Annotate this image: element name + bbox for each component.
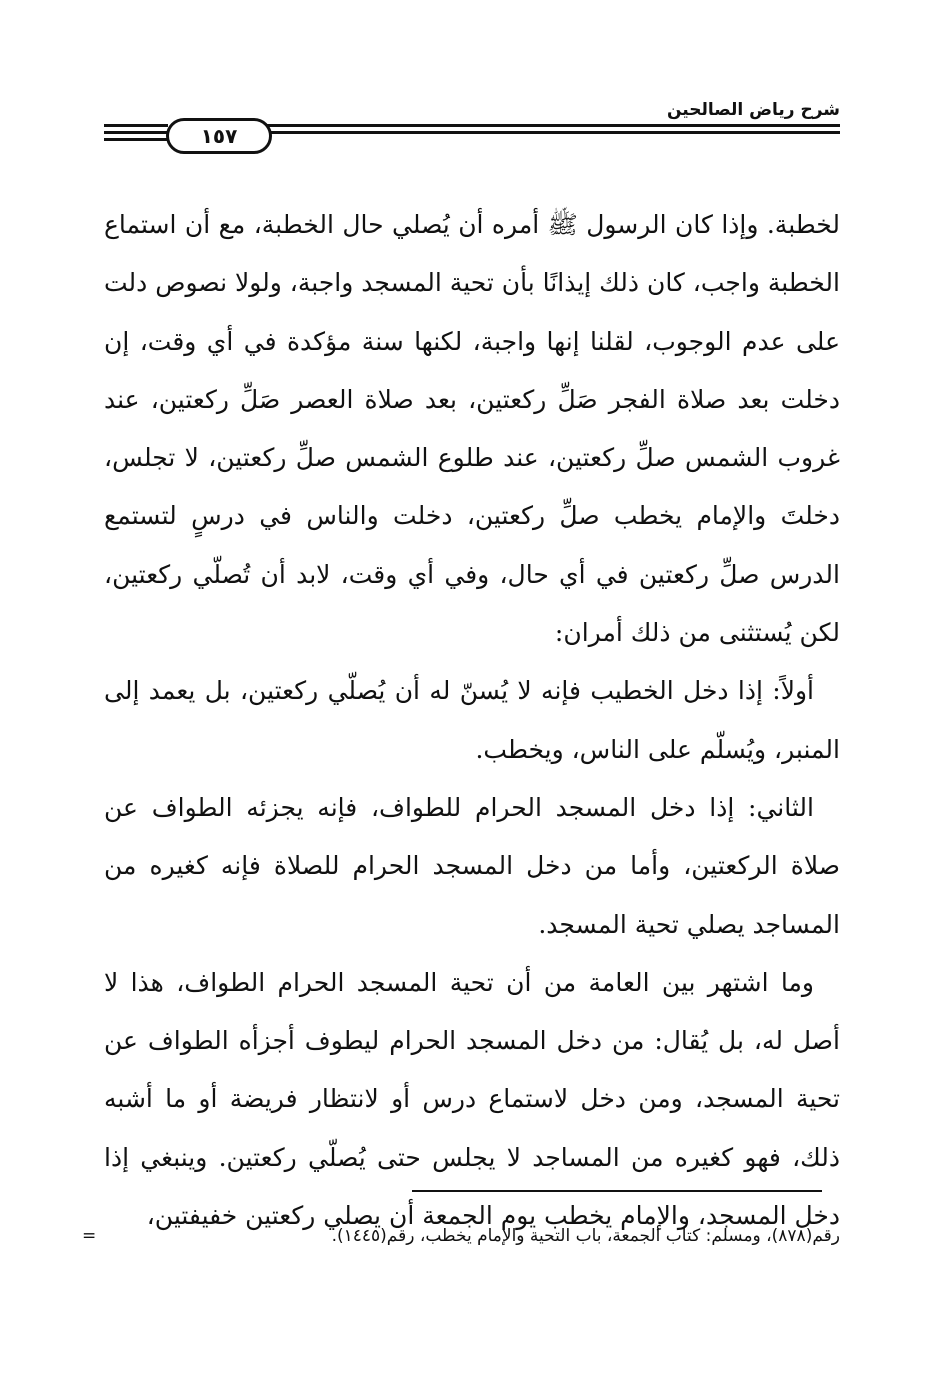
paragraph: وما اشتهر بين العامة من أن تحية المسجد الحرام الطواف، هذا لا أصل له، بل يُقال: من دخل المسجد الحرام ليطوف أجزأه الطواف عن تحية المسجد، ومن دخل لاستماع درس أو لانتظار فريضة أو ما أشبه ذلك، فهو كغيره من المساجد لا يجلس حتى يُصلّي ركعتين. وينبغي إذا دخل المسجد، والإمام يخطب يوم الجمعة أن يصلي ركعتين خفيفتين، (104, 967, 840, 1231)
paragraph: لخطبة. وإذا كان الرسول ﷺ أمره أن يُصلي حال الخطبة، مع أن استماع الخطبة واجب، كان ذلك إيذانًا بأن تحية المسجد واجبة، ولولا نصوص دلت على عدم الوجوب، لقلنا إنها واجبة، لكنها سنة مؤكدة في أي وقت، إن دخلت بعد صلاة الفجر صَلِّ ركعتين، بعد صلاة العصر صَلِّ ركعتين، عند غروب الشمس صلِّ ركعتين، عند طلوع الشمس صلِّ ركعتين، لا تجلس، دخلتَ والإمام يخطب صلِّ ركعتين، دخلت والناس في درسٍ لتستمع الدرس صلِّ ركعتين في أي حال، وفي أي وقت، لابد أن تُصلّي ركعتين، لكن يُستثنى من ذلك أمران: (104, 210, 840, 648)
book-title: شرح رياض الصالحين (666, 100, 840, 120)
header-rule-top (264, 124, 840, 127)
footnote-continuation-mark: = (82, 1226, 97, 1246)
page-number-badge (166, 118, 272, 154)
header-rule-left-mid (104, 131, 168, 134)
header-rule-left-top (104, 124, 168, 127)
footnote-separator (412, 1190, 822, 1192)
page-number: ١٥٧ (200, 124, 238, 148)
header-rule-left-bottom (104, 138, 168, 141)
body-text (104, 196, 840, 1245)
footnote: رقم(٨٧٨)، ومسلم: كتاب الجمعة، باب التحية والإمام يخطب، رقم(١٤٤٥). (331, 1226, 840, 1246)
header-rule-bottom (264, 131, 840, 134)
paragraph: الثاني: إذا دخل المسجد الحرام للطواف، فإنه يجزئه الطواف عن صلاة الركعتين، وأما من دخل المسجد الحرام للصلاة فإنه كغيره من المساجد يصلي تحية المسجد. (104, 792, 840, 939)
paragraph: أولاً: إذا دخل الخطيب فإنه لا يُسنّ له أن يُصلّي ركعتين، بل يعمد إلى المنبر، ويُسلّم على الناس، ويخطب. (104, 676, 840, 764)
page-header (104, 96, 840, 156)
